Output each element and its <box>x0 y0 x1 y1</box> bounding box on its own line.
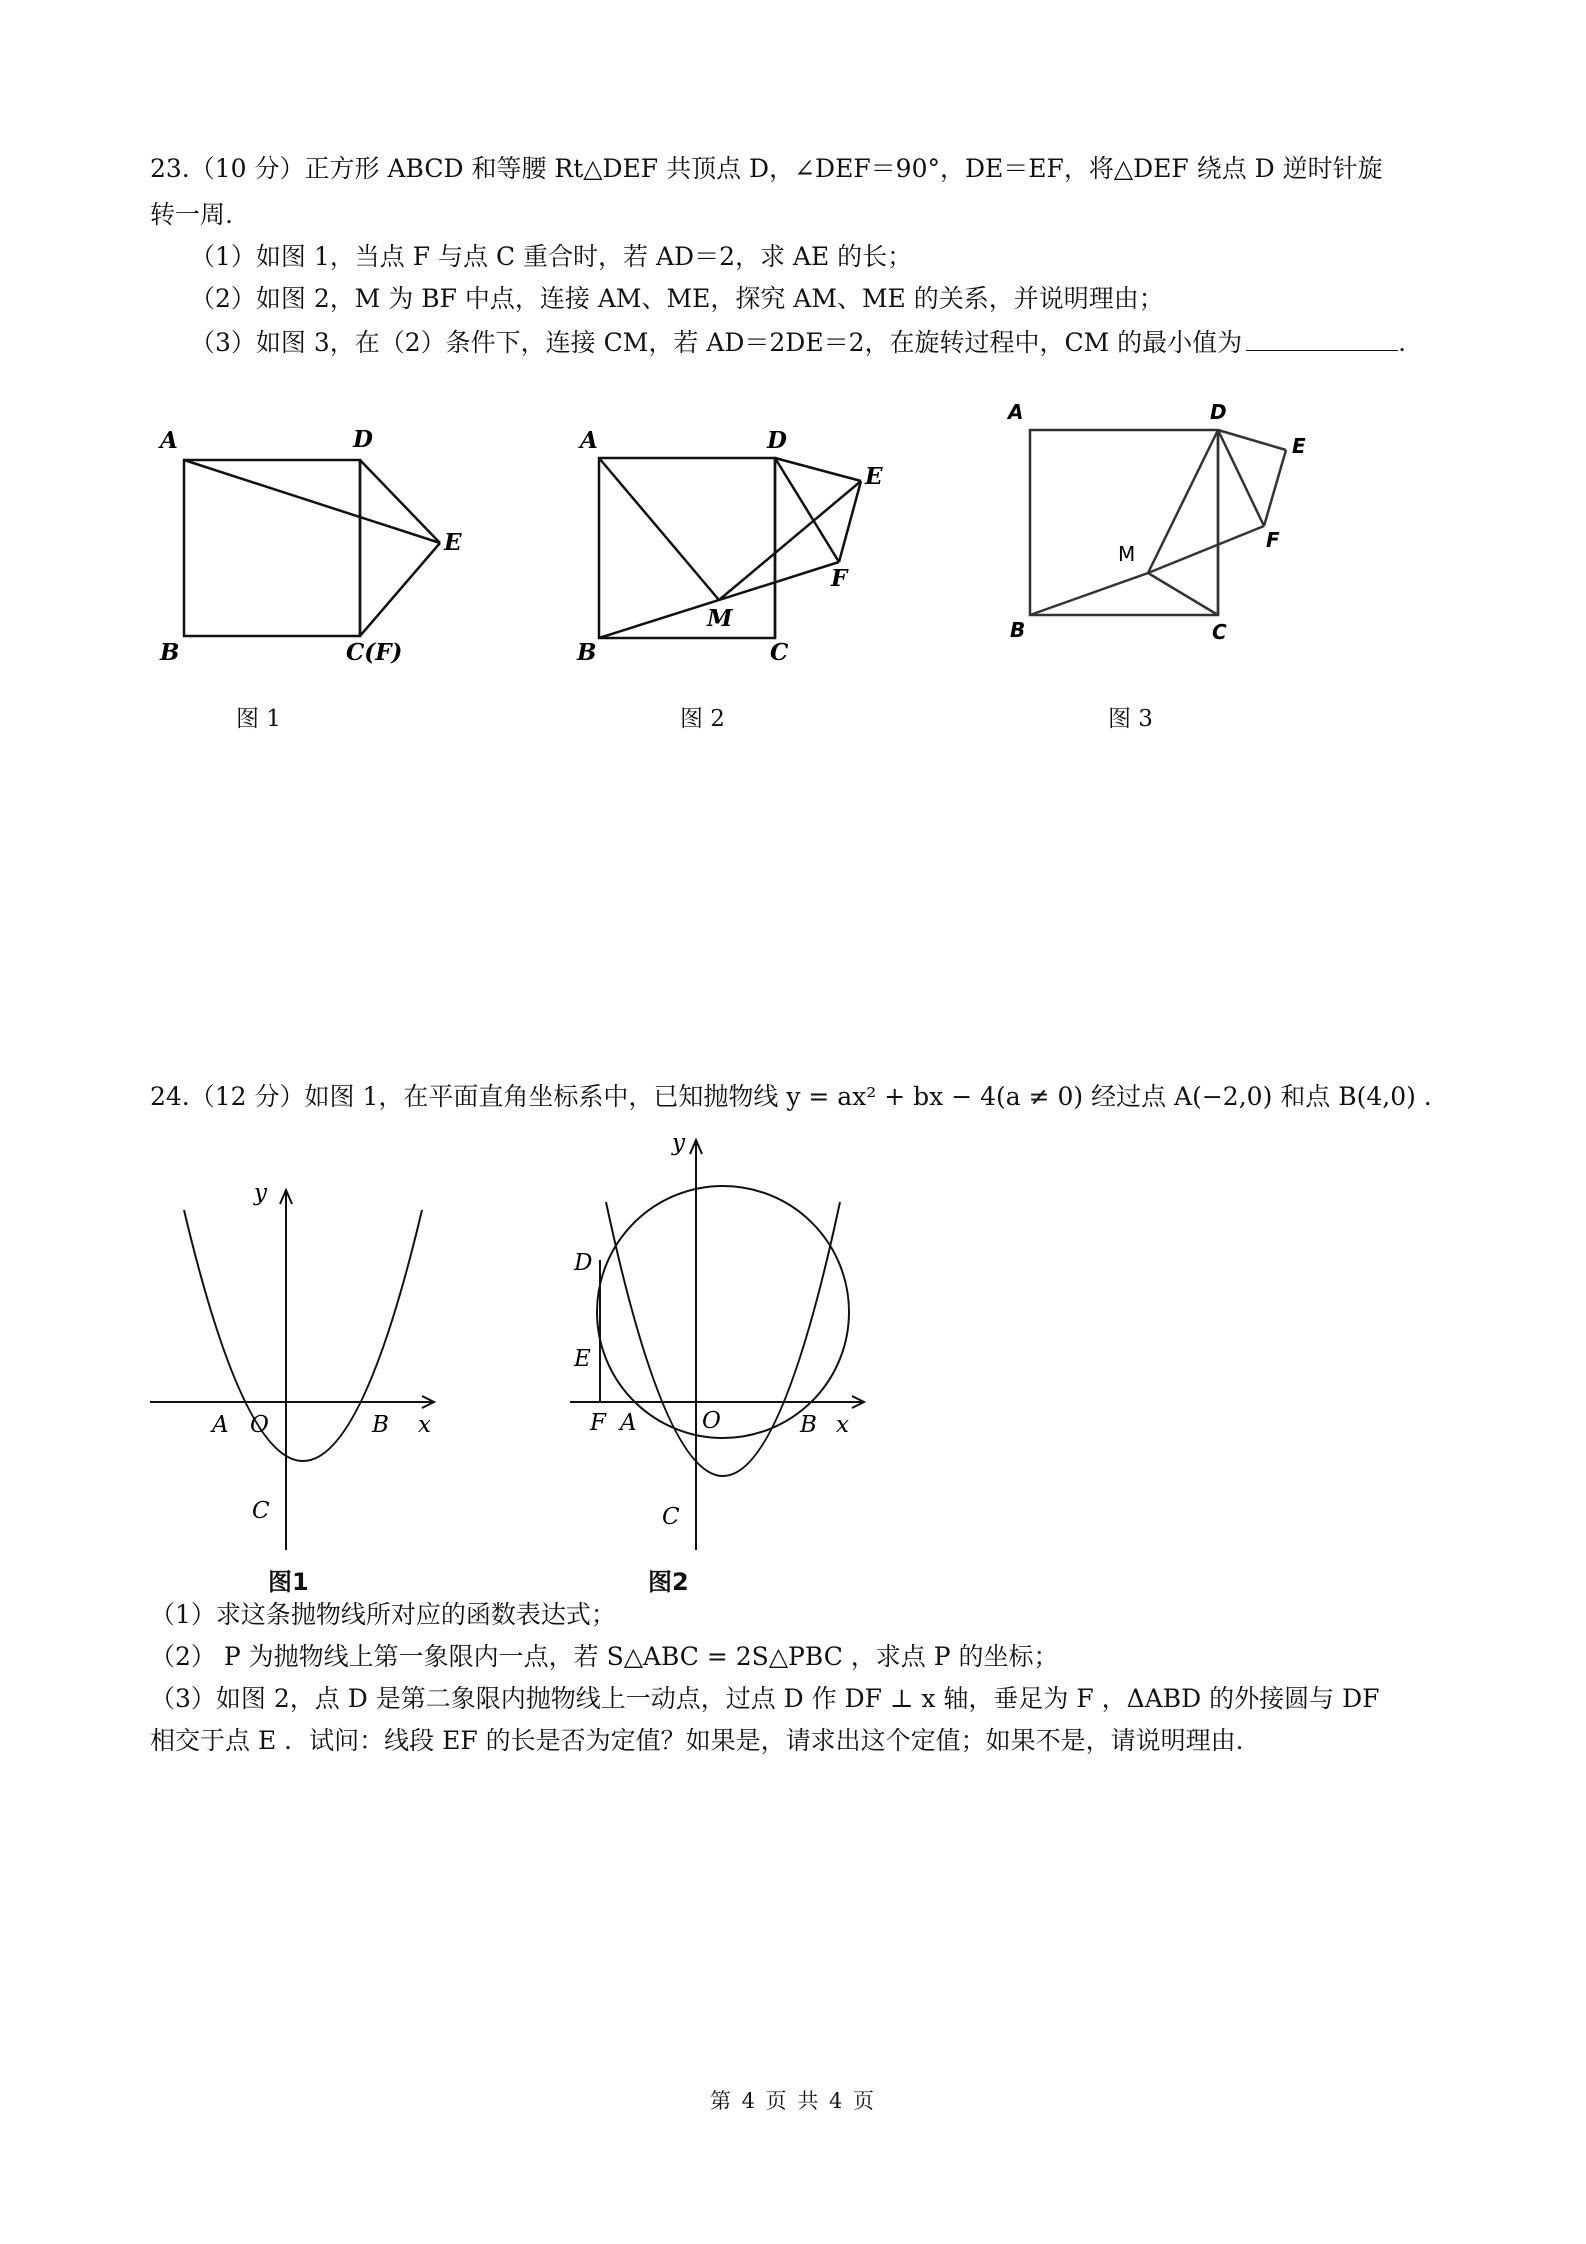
label-E: E <box>444 529 462 556</box>
label-D: D <box>574 1250 593 1276</box>
q23-stem-line2: 转一周. <box>150 200 233 229</box>
label-M: M <box>1118 542 1136 566</box>
label-A: A <box>160 427 178 454</box>
answer-blank[interactable] <box>1246 324 1398 351</box>
q23-part2: （2）如图 2，M 为 BF 中点，连接 AM、ME，探究 AM、ME 的关系，并说明理由； <box>190 284 1164 313</box>
q24-part3-line2: 相交于点 E ．试问：线段 EF 的长是否为定值？如果是，请求出这个定值；如果不是，请说明理由． <box>150 1726 1261 1755</box>
page-footer: 第 4 页 共 4 页 <box>709 2089 877 2113</box>
label-D: D <box>767 427 787 454</box>
label-D: D <box>1210 400 1227 424</box>
label-C: C <box>662 1504 680 1530</box>
label-C: C <box>252 1498 270 1524</box>
label-B: B <box>577 639 597 666</box>
q24-figure-2 <box>560 1130 890 1560</box>
label-O: O <box>250 1412 269 1438</box>
label-B: B <box>372 1412 389 1438</box>
label-E: E <box>1292 434 1306 458</box>
q24-stem: 24.（12 分）如图 1，在平面直角坐标系中，已知抛物线 y = ax² + bx − 4(a ≠ 0) 经过点 A(−2,0) 和点 B(4,0) . <box>150 1082 1432 1111</box>
label-C: C <box>1212 620 1227 644</box>
q23-stem-line1: 23.（10 分）正方形 ABCD 和等腰 Rt△DEF 共顶点 D，∠DEF＝90°，DE＝EF，将△DEF 绕点 D 逆时针旋 <box>150 154 1383 183</box>
label-F: F <box>590 1410 606 1436</box>
q23-figure-3 <box>1000 395 1340 665</box>
q23-part1: （1）如图 1，当点 F 与点 C 重合时，若 AD＝2，求 AE 的长； <box>190 242 913 271</box>
label-B: B <box>800 1412 817 1438</box>
q23-fig1-caption: 图 1 <box>236 706 281 732</box>
q24-part2: （2） P 为抛物线上第一象限内一点，若 S△ABC = 2S△PBC ，求点 P 的坐标； <box>150 1642 1059 1671</box>
label-CF: C(F) <box>346 639 403 666</box>
label-F: F <box>1266 528 1280 552</box>
q23-figure-2 <box>575 420 895 680</box>
label-A: A <box>620 1410 637 1436</box>
label-y: y <box>672 1130 685 1156</box>
label-F: F <box>831 565 848 592</box>
label-D: D <box>353 426 373 453</box>
label-M: M <box>707 605 733 632</box>
label-E: E <box>574 1346 591 1372</box>
q23-fig3-caption: 图 3 <box>1108 706 1153 732</box>
label-y: y <box>254 1180 267 1206</box>
label-A: A <box>580 427 598 454</box>
label-x: x <box>836 1412 849 1438</box>
label-x: x <box>418 1412 431 1438</box>
q24-part1: （1）求这条抛物线所对应的函数表达式； <box>150 1600 616 1629</box>
q24-figure-1 <box>140 1170 460 1560</box>
label-B: B <box>1010 618 1026 642</box>
label-C: C <box>770 639 789 666</box>
q24-part3-line1: （3）如图 2，点 D 是第二象限内抛物线上一动点，过点 D 作 DF ⊥ x 轴，垂足为 F ，ΔABD 的外接圆与 DF <box>150 1684 1380 1713</box>
q23-part3: （3）如图 3，在（2）条件下，连接 CM，若 AD＝2DE＝2，在旋转过程中，CM 的最小值为 . <box>190 324 1406 360</box>
q23-figure-1 <box>150 420 490 680</box>
label-O: O <box>702 1408 721 1434</box>
label-B: B <box>160 639 180 666</box>
label-A: A <box>212 1412 229 1438</box>
q24-fig1-caption: 图1 <box>268 1568 309 1596</box>
q24-fig2-caption: 图2 <box>648 1568 689 1596</box>
q23-fig2-caption: 图 2 <box>680 706 725 732</box>
label-A: A <box>1008 400 1024 424</box>
label-E: E <box>865 463 883 490</box>
